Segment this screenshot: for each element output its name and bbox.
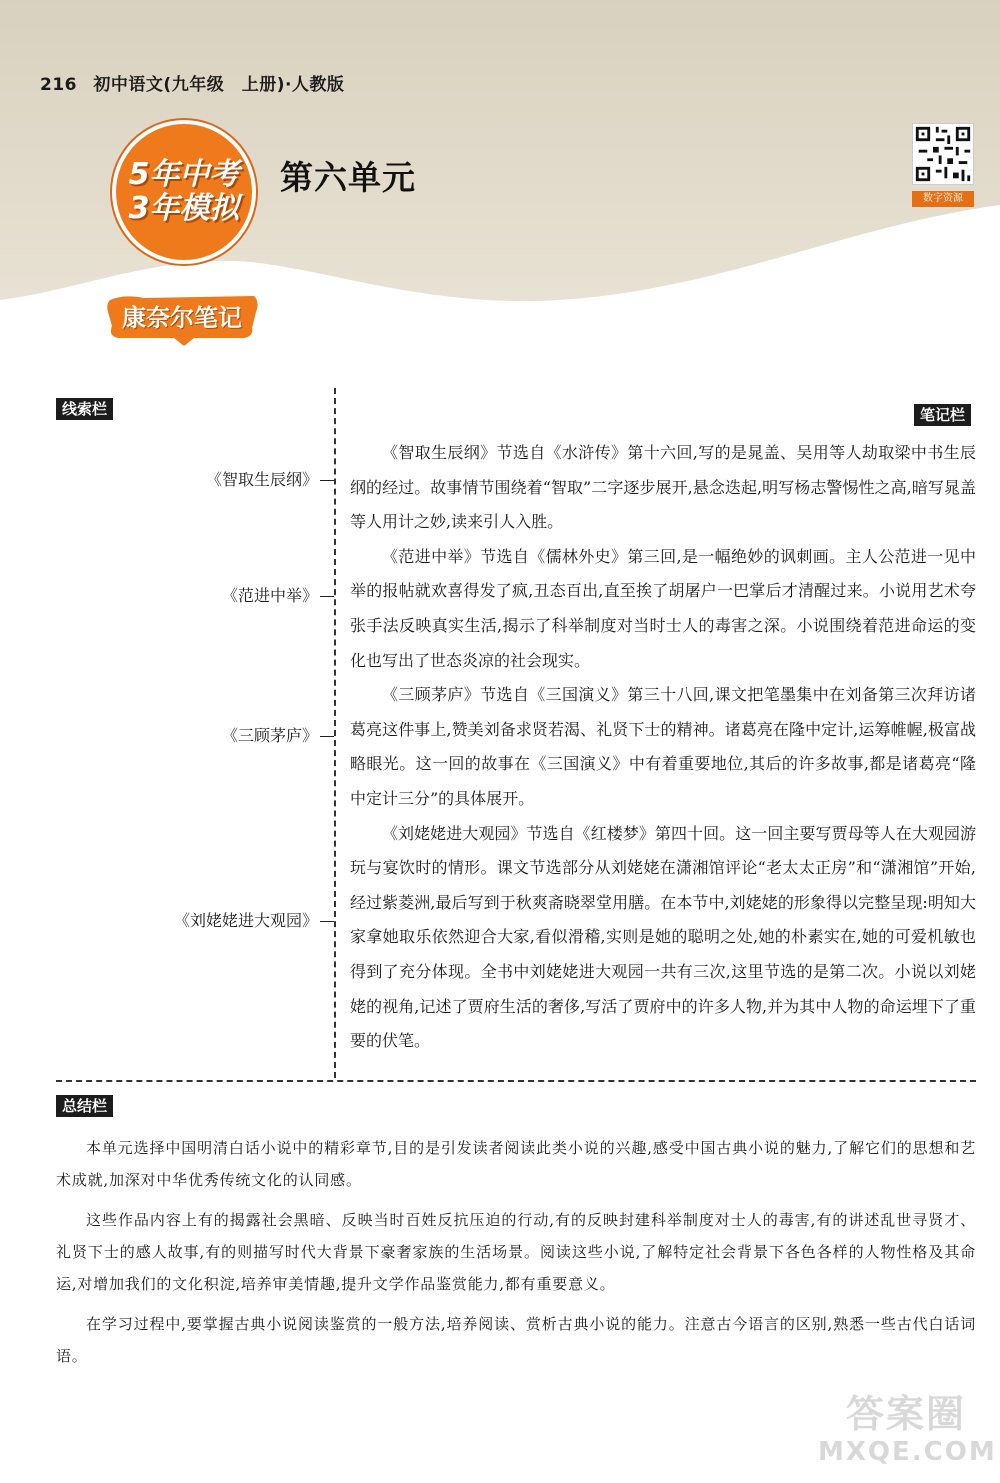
watermark-bottom: MXQE.COM <box>818 1437 997 1467</box>
notes-column <box>350 436 976 1059</box>
page-header <box>40 70 344 95</box>
summary-paragraph: 本单元选择中国明清白话小说中的精彩章节,目的是引发读者阅读此类小说的兴趣,感受中国古典小说的魅力,了解它们的思想和艺术成就,加深对中华优秀传统文化的认同感。 <box>56 1139 976 1189</box>
page-number: 216 <box>40 75 77 95</box>
unit-title: 第六单元 <box>280 158 416 197</box>
clues-label: 线索栏 <box>56 398 113 420</box>
note-paragraph: 《范进中举》节选自《儒林外史》第三回,是一幅绝妙的讽刺画。主人公范进一见中举的报帖就欢喜得发了疯,丑态百出,直至挨了胡屠户一巴掌后才清醒过来。小说用艺术夸张手法反映真实生活,揭示了科举制度对当时士人的毒害之深。小说围绕着范进命运的变化也写出了世态炎凉的社会现实。 <box>350 546 976 670</box>
summary-label: 总结栏 <box>56 1095 113 1117</box>
clue-item: 《三顾茅庐》 <box>222 723 334 746</box>
note-paragraph: 《三顾茅庐》节选自《三国演义》第三十八回,课文把笔墨集中在刘备第三次拜访诸葛亮这件事上,赞美刘备求贤若渴、礼贤下士的精神。诸葛亮在隆中定计,运筹帷幄,极富战略眼光。这一回的故事在《三国演义》中有着重要地位,其后的许多故事,都是诸葛亮“隆中定计三分”的具体展开。 <box>350 685 976 808</box>
book-title: 初中语文(九年级 上册)·人教版 <box>93 75 345 95</box>
vertical-divider <box>334 388 336 1078</box>
clue-item: 《范进中举》 <box>222 583 334 606</box>
summary-paragraph: 在学习过程中,要掌握古典小说阅读鉴赏的一般方法,培养阅读、赏析古典小说的能力。注意古今语言的区别,熟悉一些古代白话词语。 <box>56 1315 976 1365</box>
cornell-notes-tag: 康奈尔笔记 <box>122 304 242 332</box>
watermark-logo <box>818 1392 997 1468</box>
logo-line-2: 3年模拟 <box>128 191 240 226</box>
qr-code-icon[interactable] <box>912 123 974 185</box>
note-paragraph: 《智取生辰纲》节选自《水浒传》第十六回,写的是晁盖、吴用等人劫取梁中书生辰纲的经过。故事情节围绕着“智取”二字逐步展开,悬念迭起,明写杨志警惕性之高,暗写晁盖等人用计之妙,读来引人入胜。 <box>350 443 976 532</box>
logo-line-1: 5年中考 <box>128 157 240 192</box>
summary-paragraph: 这些作品内容上有的揭露社会黑暗、反映当时百姓反抗压迫的行动,有的反映封建科举制度对士人的毒害,有的讲述乱世寻贤才、礼贤下士的感人故事,有的则描写时代大背景下豪奢家族的生活场景。阅读这些小说,了解特定社会背景下各色各样的人物性格及其命运,对增加我们的文化积淀,培养审美情趣,提升文学作品鉴赏能力,都有重要意义。 <box>56 1211 976 1293</box>
note-paragraph: 《刘姥姥进大观园》节选自《红楼梦》第四十回。这一回主要写贾母等人在大观园游玩与宴饮时的情形。课文节选部分从刘姥姥在潇湘馆评论“老太太正房”和“潇湘馆”开始,经过紫菱洲,最后写到于秋爽斋晓翠堂用膳。在本节中,刘姥姥的形象得以完整呈现:明知大家拿她取乐依然迎合大家,看似滑稽,实则是她的聪明之处,她的朴素实在,她的可爱机敏也得到了充分体现。全书中刘姥姥进大观园一共有三次,这里节选的是第二次。小说以刘姥姥的视角,记述了贾府生活的奢侈,写活了贾府中的许多人物,并为其中人物的命运埋下了重要的伏笔。 <box>350 823 976 1051</box>
notes-label: 笔记栏 <box>914 404 971 426</box>
horizontal-divider <box>56 1080 976 1082</box>
clue-item: 《刘姥姥进大观园》 <box>174 908 334 931</box>
watermark-top: 答案圈 <box>845 1392 966 1436</box>
summary-section <box>56 1132 976 1380</box>
clue-item: 《智取生辰纲》 <box>206 467 334 490</box>
brand-logo <box>112 120 256 264</box>
qr-label: 数字资源 <box>912 191 974 207</box>
